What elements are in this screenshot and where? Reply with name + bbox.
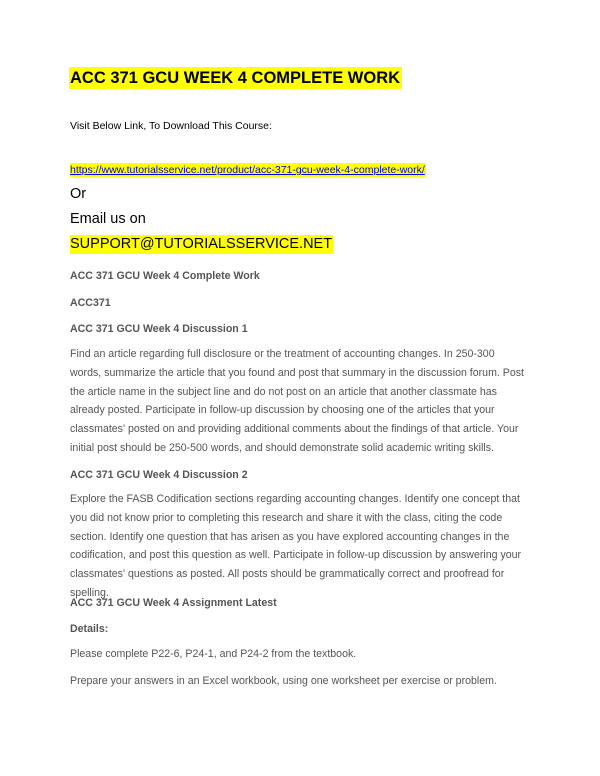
course-code: ACC371	[70, 297, 111, 309]
course-link[interactable]: https://www.tutorialsservice.net/product/acc-371-gcu-week-4-complete-work/	[70, 164, 425, 176]
discussion-2-body: Explore the FASB Codification sections regarding accounting changes. Identify one concept that you did not know prior to completing this research and share it with the class, citing the code section. Identify one question that has arisen as you have explored accounting changes in the codification, and post this question as well. Participate in follow-up discussion by answering your classmates' questions as posted. All posts should be grammatically correct and proofread for spelling.	[70, 493, 522, 599]
discussion-1-body: Find an article regarding full disclosure or the treatment of accounting changes. In 250-300 words, summarize the article that you found and post that summary in the discussion forum. Post the article name in the subject line and do not post on an article that another classmate has already posted. Participate in follow-up discussion by choosing one of the articles that your classmates' posted on and providing additional comments about the findings of that article. Your initial post should be 250-500 words, and should demonstrate solid academic writing skills.	[70, 348, 524, 454]
details-label: Details:	[70, 623, 109, 635]
heading-complete-work: ACC 371 GCU Week 4 Complete Work	[70, 270, 260, 282]
heading-discussion-1: ACC 371 GCU Week 4 Discussion 1	[70, 323, 248, 335]
email-us-text: Email us on	[70, 211, 146, 227]
visit-instruction: Visit Below Link, To Download This Course:	[70, 120, 272, 132]
heading-discussion-2: ACC 371 GCU Week 4 Discussion 2	[70, 469, 248, 481]
document-title: ACC 371 GCU WEEK 4 COMPLETE WORK	[70, 69, 401, 87]
or-text: Or	[70, 186, 87, 202]
assignment-instruction-2: Prepare your answers in an Excel workbook, using one worksheet per exercise or problem.	[70, 675, 497, 687]
support-email[interactable]: SUPPORT@TUTORIALSSERVICE.NET	[70, 236, 333, 252]
heading-assignment: ACC 371 GCU Week 4 Assignment Latest	[70, 597, 277, 609]
assignment-instruction-1: Please complete P22-6, P24-1, and P24-2 from the textbook.	[70, 648, 357, 660]
